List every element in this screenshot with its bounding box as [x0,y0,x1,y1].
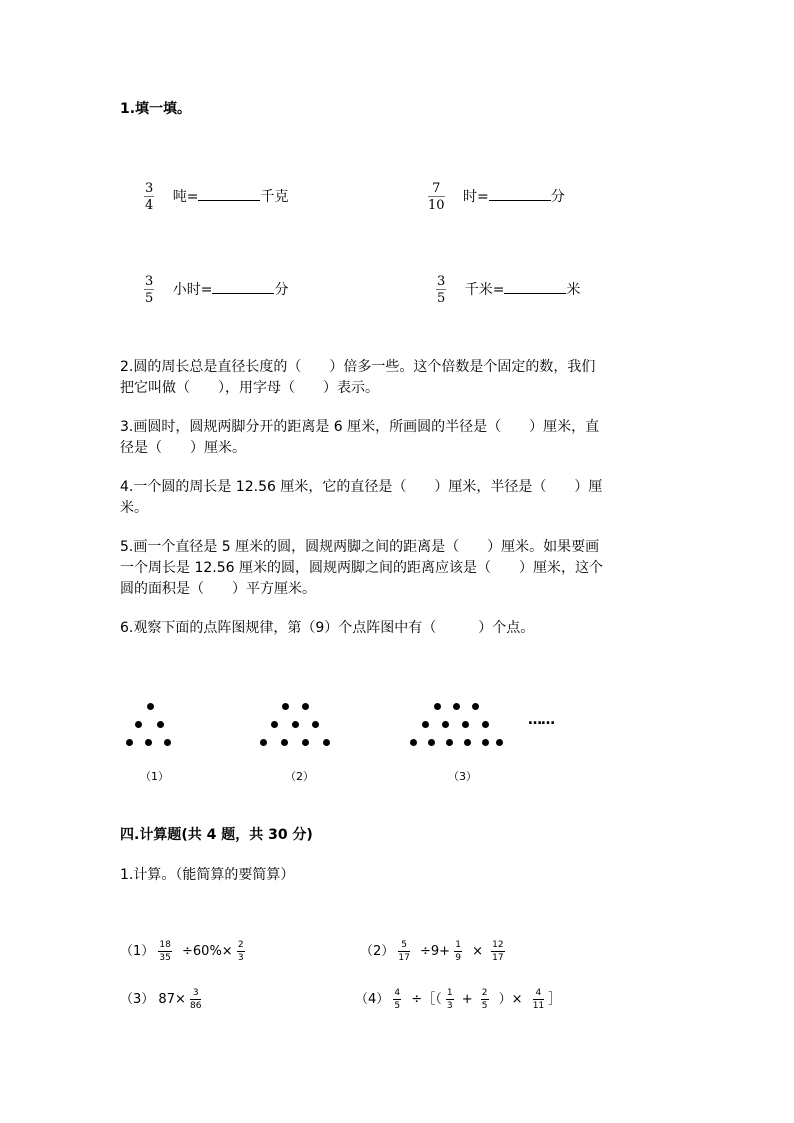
dot [157,721,164,728]
q6-text: 6.观察下面的点阵图规律，第（9）个点阵图中有（ ）个点。 [120,620,535,636]
unit-label: 吨= [172,189,199,205]
q3-line1: 3.画圆时，圆规两脚分开的距离是 6 厘米，所画圆的半径是（ ）厘米，直 [120,419,600,435]
answer-blank[interactable] [504,281,566,294]
question-4 [120,477,680,519]
calc-title: 1.计算。（能简算的要简算） [120,867,295,883]
question-6 [120,618,680,639]
q5-line1: 5.画一个直径是 5 厘米的圆，圆规两脚之间的距离是（ ）厘米。如果要画 [120,539,600,555]
question-3 [120,417,680,459]
answer-blank[interactable] [212,281,274,294]
fraction: $\frac{7}{10}$ [428,181,445,213]
problem-label: （2） [360,944,395,959]
dot [428,739,435,746]
fraction: $\frac{12}{17}$ [492,939,504,963]
unit-label: 千米= [464,282,505,298]
q1-item-4 [436,275,580,305]
calc-problem-3 [120,988,201,1011]
dot [472,703,479,710]
operator-text: ÷60%× [182,944,233,959]
fraction: $\frac{5}{17}$ [398,939,410,963]
fraction: $\frac{3}{5}$ [437,274,446,306]
caption-1: （1） [140,770,169,783]
dot [281,739,288,746]
dot [282,703,289,710]
fraction: $\frac{4}{11}$ [532,987,545,1011]
dot [482,739,489,746]
dot [126,739,133,746]
dot [135,721,142,728]
calc-problem-2 [360,940,505,963]
dot [302,703,309,710]
dot [422,721,429,728]
unit-label: 时= [463,189,489,205]
ellipsis: …… [528,712,554,728]
operator-text: 87× [158,992,186,1007]
dot [145,739,152,746]
fraction: $\frac{18}{35}$ [159,939,171,963]
fraction: $\frac{1}{9}$ [455,939,461,963]
dot [434,703,441,710]
dot [446,739,453,746]
dot [482,721,489,728]
dot [260,739,267,746]
fraction: $\frac{2}{5}$ [481,987,488,1011]
problem-label: （1） [120,944,155,959]
q1-item-2 [428,182,565,212]
unit-label: 分 [550,189,565,205]
q1-item-1 [144,182,288,212]
fraction: $\frac{3}{4}$ [145,181,154,213]
answer-blank[interactable] [489,188,551,201]
problem-label: （3） [120,992,155,1007]
q4-line1: 4.一个圆的周长是 12.56 厘米，它的直径是（ ）厘米，半径是（ ）厘 [120,479,603,495]
section-4-title: 四.计算题(共 4 题，共 30 分) [120,827,313,843]
unit-label: 千克 [260,189,289,205]
caption-3: （3） [448,770,477,783]
dot [147,703,154,710]
dot [164,739,171,746]
dot [464,739,471,746]
fraction: $\frac{3}{5}$ [145,274,154,306]
dot [442,721,449,728]
dot [312,721,319,728]
q5-line3: 圆的面积是（ ）平方厘米。 [120,581,316,597]
q2-line2: 把它叫做（ ），用字母（ ）表示。 [120,380,379,396]
dot [292,721,299,728]
q2-line1: 2.圆的周长总是直径长度的（ ）倍多一些。这个倍数是个固定的数，我们 [120,359,596,375]
answer-blank[interactable] [198,188,260,201]
unit-label: 分 [274,282,289,298]
q3-line2: 径是（ ）厘米。 [120,440,246,456]
operator-text: × [472,944,483,959]
dot [271,721,278,728]
fraction: $\frac{4}{5}$ [394,987,401,1011]
calc-problem-1 [120,940,245,963]
question-5 [120,537,680,600]
calc-problem-4 [355,988,561,1011]
fraction: $\frac{3}{86}$ [190,987,202,1011]
dot [323,739,330,746]
caption-2: （2） [285,770,314,783]
fraction: $\frac{2}{3}$ [237,939,244,963]
operator-text: ÷9+ [420,944,451,959]
dot [453,703,460,710]
unit-label: 米 [566,282,581,298]
operator-text: ÷［（ [411,992,442,1007]
q1-title: 1.填一填。 [120,101,192,117]
dot [462,721,469,728]
q4-line2: 米。 [120,500,148,516]
dot [496,739,503,746]
q1-item-3 [144,275,288,305]
dot [410,739,417,746]
q5-line2: 一个周长是 12.56 厘米的圆，圆规两脚之间的距离应该是（ ）厘米，这个 [120,560,603,576]
question-2 [120,357,680,399]
operator-text: ）× [498,992,523,1007]
dot [302,739,309,746]
problem-label: （4） [355,992,390,1007]
operator-text: ］ [548,992,562,1007]
unit-label: 小时= [172,282,213,298]
fraction: $\frac{1}{3}$ [446,987,453,1011]
operator-text: + [461,992,473,1007]
